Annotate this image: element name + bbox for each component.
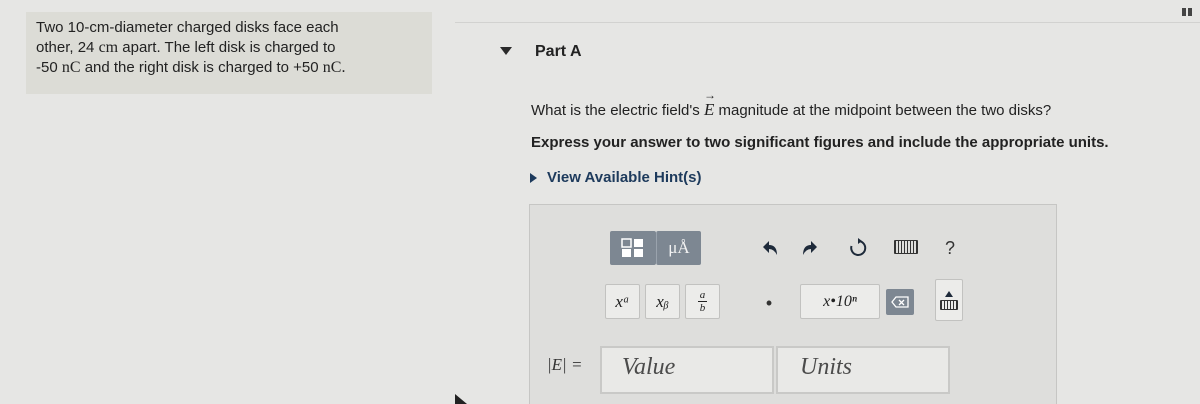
- scientific-notation-button[interactable]: x•10ⁿ: [800, 284, 880, 319]
- part-title[interactable]: Part A: [535, 43, 582, 60]
- question-post: magnitude at the midpoint between the two disks?: [714, 102, 1052, 119]
- caret-up-icon: [945, 291, 953, 297]
- templates-button[interactable]: [610, 231, 656, 265]
- answer-instruction: Express your answer to two significant figures and include the appropriate units.: [531, 134, 1109, 151]
- view-hints-link[interactable]: [530, 169, 702, 186]
- subscript-button[interactable]: xᵦ: [645, 284, 680, 319]
- unit-nc: nC: [61, 59, 81, 76]
- question-text: [531, 100, 1051, 120]
- answer-label: |E| =: [547, 355, 583, 374]
- value-input[interactable]: Value: [600, 346, 774, 394]
- templates-icon: [620, 237, 646, 259]
- keyboard-toggle-button[interactable]: [935, 279, 963, 321]
- units-input[interactable]: Units: [776, 346, 950, 394]
- redo-button[interactable]: [795, 233, 825, 263]
- problem-line-3: [36, 58, 424, 78]
- hint-label: View Available Hint(s): [547, 169, 702, 186]
- redo-icon: [800, 239, 820, 257]
- problem-line-2: [36, 38, 424, 58]
- undo-button[interactable]: [755, 233, 785, 263]
- problem-text: -50: [36, 59, 62, 76]
- fraction-numerator: a: [699, 289, 706, 301]
- answer-panel: [529, 204, 1057, 404]
- keyboard-button[interactable]: [893, 238, 919, 256]
- problem-text: apart. The left disk is charged to: [118, 39, 336, 56]
- backspace-icon: [891, 296, 909, 308]
- fraction-button[interactable]: [685, 284, 720, 319]
- units-button[interactable]: μÅ: [656, 231, 701, 265]
- keyboard-icon: [940, 300, 958, 310]
- problem-line-1: Two 10-cm-diameter charged disks face each: [36, 19, 339, 36]
- pause-icon[interactable]: [1182, 8, 1192, 16]
- collapse-part-icon[interactable]: [500, 47, 512, 55]
- help-button[interactable]: ?: [944, 237, 955, 258]
- question-pre: What is the electric field's: [531, 102, 704, 119]
- backspace-button[interactable]: [886, 289, 914, 315]
- problem-text: and the right disk is charged to +50: [80, 59, 323, 76]
- multiply-dot-button[interactable]: •: [765, 292, 773, 313]
- reset-icon: [848, 238, 868, 258]
- e-vector-symbol: → E: [704, 100, 714, 119]
- keyboard-icon: [894, 240, 918, 254]
- expand-arrow-icon: [530, 173, 537, 183]
- fraction-denominator: b: [699, 302, 706, 314]
- reset-button[interactable]: [843, 233, 873, 263]
- cursor-icon: [455, 394, 467, 404]
- top-divider: [455, 22, 1200, 23]
- unit-cm: cm: [98, 39, 119, 56]
- problem-text: other, 24: [36, 39, 99, 56]
- superscript-button[interactable]: xᵃ: [605, 284, 640, 319]
- problem-statement: [26, 12, 432, 94]
- undo-icon: [760, 239, 780, 257]
- unit-nc: nC.: [322, 59, 346, 76]
